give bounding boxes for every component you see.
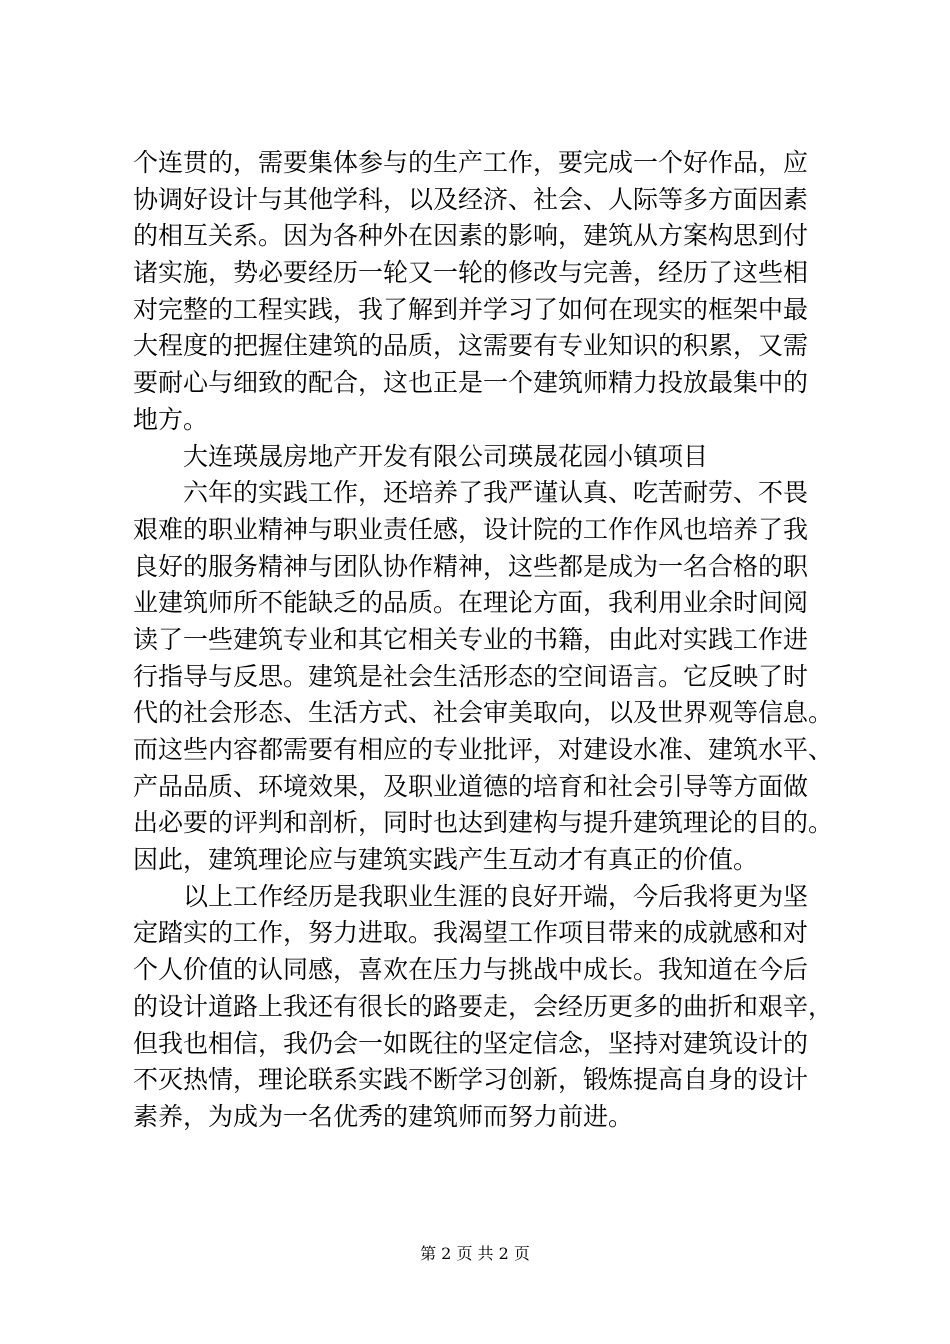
text-line: 大连瑛晟房地产开发有限公司瑛晟花园小镇项目	[183, 441, 709, 471]
text-line: 地方。	[133, 404, 209, 434]
document-body	[133, 145, 834, 1136]
text-line: 以上工作经历是我职业生涯的良好开端，今后我将更为坚	[183, 881, 809, 911]
text-line: 艰难的职业精神与职业责任感，设计院的工作作风也培养了我	[133, 514, 809, 544]
text-line: 个连贯的，需要集体参与的生产工作，要完成一个好作品，应	[133, 148, 809, 177]
text-line: 定踏实的工作，努力进取。我渴望工作项目带来的成就感和对	[133, 918, 809, 948]
text-line: 诸实施，势必要经历一轮又一轮的修改与完善，经历了这些相	[133, 258, 809, 288]
page-footer: 第 2 页 共 2 页	[420, 1244, 530, 1263]
text-line: 良好的服务精神与团队协作精神，这些都是成为一名合格的职	[133, 551, 809, 581]
paragraph	[133, 439, 823, 476]
text-line: 个人价值的认同感，喜欢在压力与挑战中成长。我知道在今后	[133, 955, 809, 985]
text-line: 但我也相信，我仍会一如既往的坚定信念，坚持对建筑设计的	[133, 1028, 809, 1058]
paragraph	[133, 475, 834, 879]
text-line: 产品品质、环境效果，及职业道德的培育和社会引导等方面做	[133, 771, 809, 801]
text-line: 不灭热情，理论联系实践不断学习创新，锻炼提高自身的设计	[133, 1065, 809, 1095]
text-line: 对完整的工程实践，我了解到并学习了如何在现实的框架中最	[133, 294, 809, 324]
text-line: 业建筑师所不能缺乏的品质。在理论方面，我利用业余时间阅	[133, 588, 809, 618]
text-line: 六年的实践工作，还培养了我严谨认真、吃苦耐劳、不畏	[183, 478, 809, 508]
text-line: 行指导与反思。建筑是社会生活形态的空间语言。它反映了时	[133, 661, 809, 691]
text-line: 因此，建筑理论应与建筑实践产生互动才有真正的价值。	[133, 845, 759, 875]
text-line: 代的社会形态、生活方式、社会审美取向，以及世界观等信息。	[133, 698, 834, 728]
paragraph	[133, 145, 823, 439]
text-line: 大程度的把握住建筑的品质，这需要有专业知识的积累，又需	[133, 331, 809, 361]
text-line: 出必要的评判和剖析，同时也达到建构与提升建筑理论的目的。	[133, 808, 834, 838]
text-line: 要耐心与细致的配合，这也正是一个建筑师精力投放最集中的	[133, 368, 809, 398]
text-line: 的设计道路上我还有很长的路要走，会经历更多的曲折和艰辛，	[133, 991, 834, 1021]
text-line: 素养，为成为一名优秀的建筑师而努力前进。	[133, 1101, 634, 1131]
text-line: 协调好设计与其他学科，以及经济、社会、人际等多方面因素	[133, 184, 809, 214]
text-line: 的相互关系。因为各种外在因素的影响，建筑从方案构思到付	[133, 221, 809, 251]
paragraph	[133, 879, 834, 1136]
text-line: 读了一些建筑专业和其它相关专业的书籍，由此对实践工作进	[133, 624, 809, 654]
text-line: 而这些内容都需要有相应的专业批评，对建设水准、建筑水平、	[133, 735, 834, 764]
